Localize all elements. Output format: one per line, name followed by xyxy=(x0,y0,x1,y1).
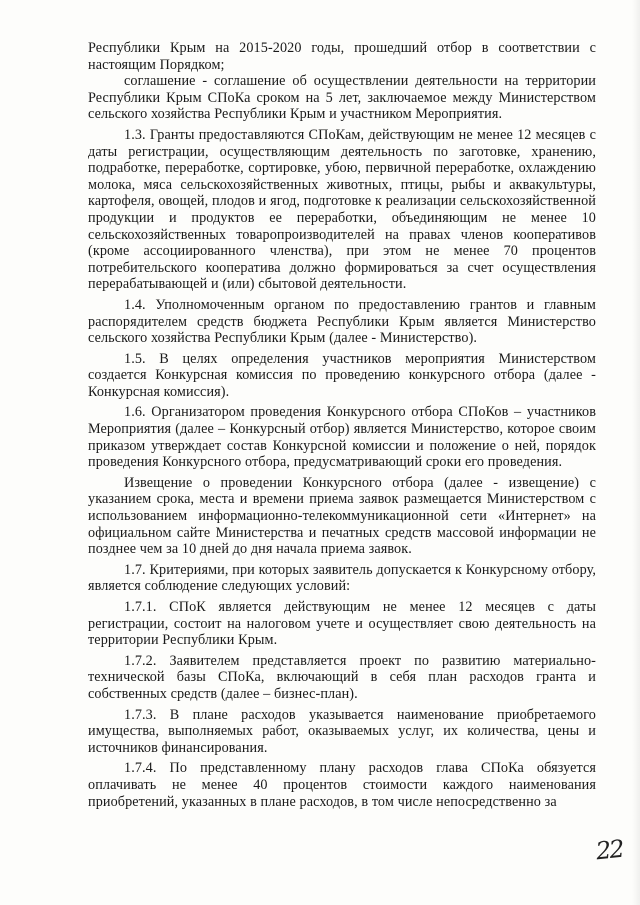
paragraph-1-4: 1.4. Уполномоченным органом по предоставлению грантов и главным распорядителем средств бюджета Республики Крым является Министерство сельского хозяйства Республики Крым (далее - Министерство). xyxy=(88,296,596,347)
paragraph-notice: Извещение о проведении Конкурсного отбора (далее - извещение) с указанием срока, места и времени приема заявок размещается Министерством с использованием информационно-телекоммуникационной сети «Интернет» на официальном сайте Министерства и печатных средств массовой информации не позднее чем за 10 дней до дня начала приема заявок. xyxy=(88,474,596,558)
scan-edge-shadow xyxy=(632,0,640,905)
paragraph-1-3: 1.3. Гранты предоставляются СПоКам, действующим не менее 12 месяцев с даты регистрации, осуществляющим деятельность по заготовке, хранению, подработке, переработке, сортировке, убою, первичной переработке, охлаждению молока, мяса сельскохозяйственных животных, птицы, рыбы и аквакультуры, картофеля, овощей, плодов и ягод, подготовке к реализации сельскохозяйственной продукции и продуктов ее переработки, объединяющим не менее 10 сельскохозяйственных товаропроизводителей на правах членов кооперативов (кроме ассоциированного членства), при этом не менее 70 процентов потребительского кооператива должно формироваться за счет осуществления перерабатывающей и (или) сбытовой деятельности. xyxy=(88,126,596,293)
paragraph-1-7: 1.7. Критериями, при которых заявитель допускается к Конкурсному отбору, является соблюдение следующих условий: xyxy=(88,561,596,595)
document-body xyxy=(88,40,596,810)
paragraph-continuation: Республики Крым на 2015-2020 годы, прошедший отбор в соответствии с настоящим Порядком; xyxy=(88,40,596,73)
handwritten-page-number: 22 xyxy=(594,834,624,866)
paragraph-1-7-4: 1.7.4. По представленному плану расходов глава СПоКа обязуется оплачивать не менее 40 процентов стоимости каждого наименования приобретений, указанных в плане расходов, в том числе непосредственно за xyxy=(88,760,596,810)
paragraph-1-6: 1.6. Организатором проведения Конкурсного отбора СПоКов – участников Мероприятия (далее – Конкурсный отбор) является Министерство, которое своим приказом утверждает состав Конкурсной комиссии и положение о ней, порядок проведения Конкурсного отбора, предусматривающий сроки его проведения. xyxy=(88,404,596,471)
paragraph-1-7-3: 1.7.3. В плане расходов указывается наименование приобретаемого имущества, выполняемых работ, оказываемых услуг, их количества, цены и источников финансирования. xyxy=(88,706,596,756)
paragraph-definition-agreement: соглашение - соглашение об осуществлении деятельности на территории Республики Крым СПоКа сроком на 5 лет, заключаемое между Министерством сельского хозяйства Республики Крым и участником Мероприятия. xyxy=(88,73,596,123)
paragraph-1-7-1: 1.7.1. СПоК является действующим не менее 12 месяцев с даты регистрации, состоит на налоговом учете и осуществляет свою деятельность на территории Республики Крым. xyxy=(88,599,596,649)
paragraph-1-5: 1.5. В целях определения участников мероприятия Министерством создается Конкурсная комиссия по проведению конкурсного отбора (далее - Конкурсная комиссия). xyxy=(88,350,596,400)
paragraph-1-7-2: 1.7.2. Заявителем представляется проект по развитию материально-технической базы СПоКа, включающий в себя план расходов гранта и собственных средств (далее – бизнес-план). xyxy=(88,652,596,702)
